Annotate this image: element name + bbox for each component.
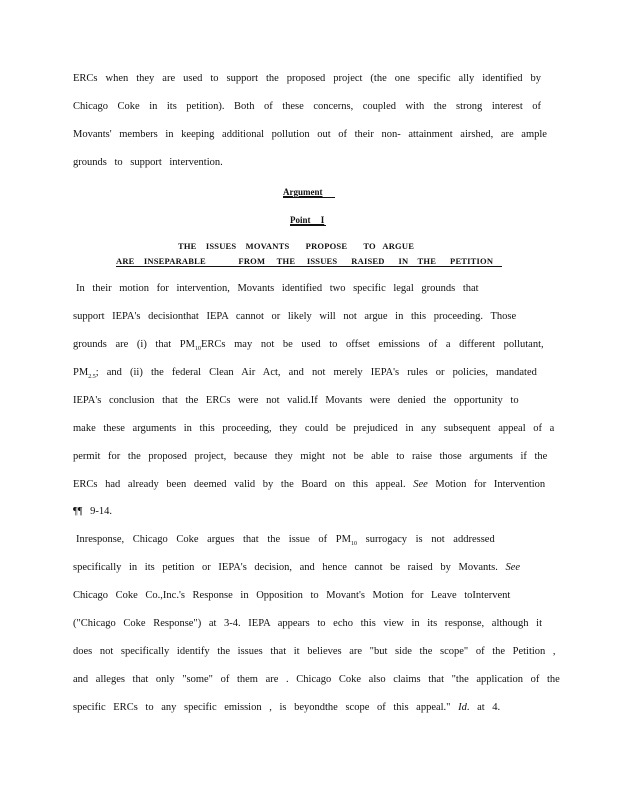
paragraph-2-line-7: permit for the proposed project, because they might not be able to raise those arguments if the: [73, 451, 548, 462]
id-citation-page: . at 4.: [466, 702, 501, 713]
paragraph-2-line-6: make these arguments in this proceeding, they could be prejudiced in any subsequent appeal of a: [73, 423, 555, 434]
paragraph-1-line-4: grounds to support intervention.: [73, 157, 223, 168]
see-citation: See: [413, 479, 428, 490]
paragraph-3-line-4: ("Chicago Coke Response") at 3-4. IEPA appears to echo this view in its response, although it: [73, 618, 542, 629]
paragraph-2-line-8-text: ERCs had already been deemed valid by the Board on this appeal.: [73, 479, 406, 490]
paragraph-3-line-2: [73, 561, 541, 575]
pm10-text: grounds are (i) that PM: [73, 339, 195, 350]
point-title-underline: [116, 266, 502, 267]
heading-point: Point I: [290, 215, 325, 225]
paragraph-1-line-1: ERCs when they are used to support the proposed project (the one specific ally identified by: [73, 73, 541, 84]
paragraph-3-line-7: [73, 701, 541, 715]
paragraph-2-line-5: IEPA's conclusion that the ERCs were not valid.If Movants were denied the opportunity to: [73, 395, 519, 406]
paragraph-2-line-3: [73, 338, 544, 356]
pm25-rest: ; and (ii) the federal Clean Air Act, and not merely IEPA's rules or policies, mandated: [95, 367, 537, 378]
paragraph-3-line-1: [76, 533, 544, 551]
id-citation: Id: [458, 702, 467, 713]
paragraph-3-line-5: does not specifically identify the issues that it believes are "but side the scope" of the Petition ,: [73, 646, 556, 657]
paragraph-3-line-6: and alleges that only "some" of them are . Chicago Coke also claims that "the application of the: [73, 674, 560, 685]
paragraph-2-line-4: [73, 366, 541, 384]
paragraph-2-line-1: In their motion for intervention, Movants identified two specific legal grounds that: [76, 283, 479, 294]
pm10-subscript-2: 10: [350, 541, 357, 548]
point-title-line-1: THE ISSUES MOVANTS PROPOSE TO ARGUE: [178, 241, 415, 251]
paragraph-3-line-7-text: specific ERCs to any specific emission , is beyondthe scope of this appeal.": [73, 702, 451, 713]
paragraph-1-line-3: Movants' members in keeping additional pollution out of their non- attainment airshed, are ample: [73, 129, 547, 140]
motion-for-intervention-citation: Motion for Intervention: [435, 479, 546, 490]
paragraph-3-line-2-text: specifically in its petition or IEPA's decision, and hence cannot be raised by Movants.: [73, 562, 498, 573]
paragraph-1-line-2: Chicago Coke in its petition). Both of these concerns, coupled with the strong interest of: [73, 101, 541, 112]
pm10-rest: ERCs may not be used to offset emissions of a different pollutant,: [200, 339, 544, 350]
paragraph-3-line-1-rest: surrogacy is not addressed: [365, 534, 495, 545]
see-citation-2: See: [505, 562, 521, 573]
paragraph-2-line-8: [73, 478, 546, 492]
heading-argument: Argument: [283, 187, 323, 197]
pm25-subscript: 2.5: [88, 374, 96, 381]
pm25-text: PM: [73, 367, 89, 378]
paragraph-3-line-3: Chicago Coke Co.,Inc.'s Response in Opposition to Movant's Motion for Leave toIntervent: [73, 590, 511, 601]
pm10-subscript: 10: [194, 346, 201, 353]
point-title-line-2: ARE INSEPARABLE FROM THE ISSUES RAISED IN THE PETITION: [116, 256, 494, 266]
paragraph-2-line-2: support IEPA's decisionthat IEPA cannot or likely will not argue in this proceeding. Those: [73, 311, 517, 322]
paragraph-2-line-9: ¶¶ 9-14.: [73, 506, 113, 517]
heading-point-underline: [290, 225, 326, 226]
paragraph-3-line-1-text: Inresponse, Chicago Coke argues that the issue of PM: [76, 534, 351, 545]
heading-argument-underline: [283, 197, 335, 198]
